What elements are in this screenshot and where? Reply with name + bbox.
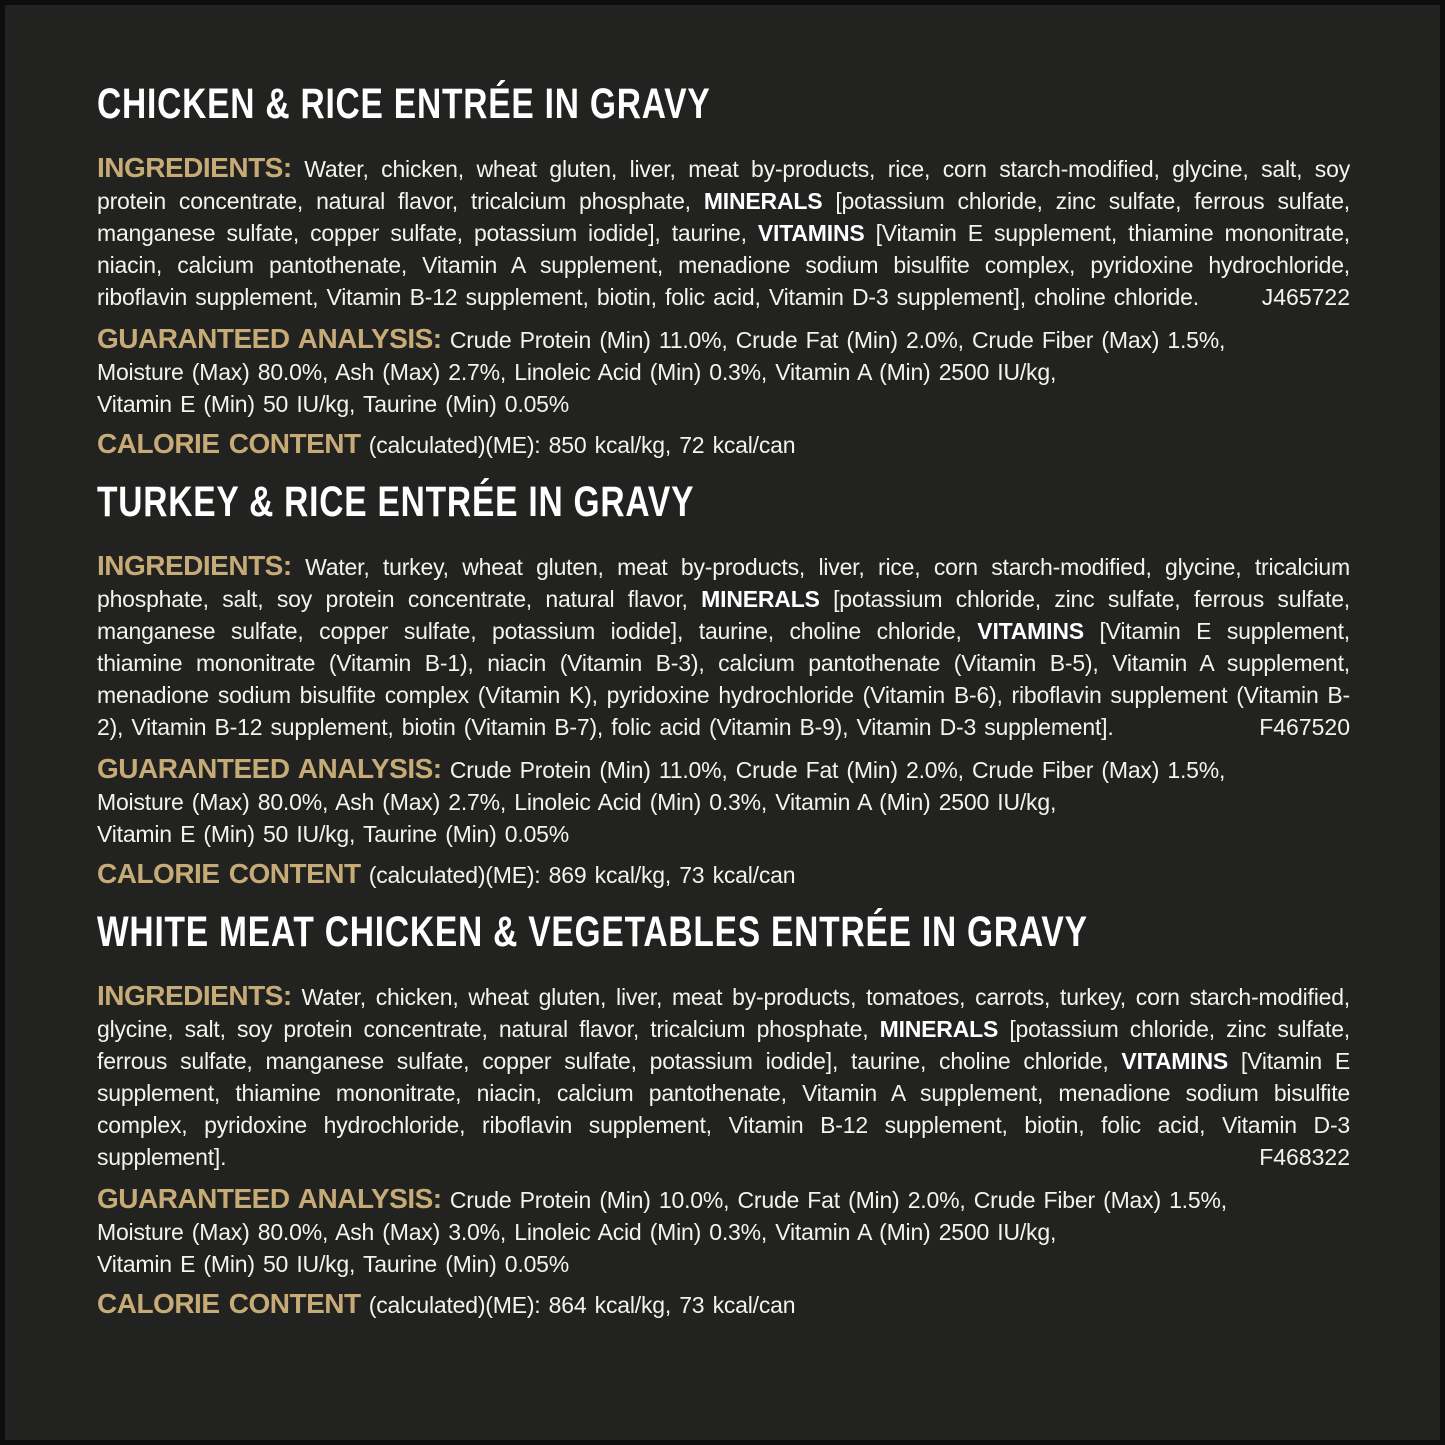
- ingredients-label: INGREDIENTS:: [97, 550, 292, 581]
- guaranteed-analysis-line: [97, 1183, 1350, 1216]
- guaranteed-analysis-label: GUARANTEED ANALYSIS:: [97, 753, 442, 784]
- guaranteed-analysis-line: Moisture (Max) 80.0%, Ash (Max) 2.7%, Linoleic Acid (Min) 0.3%, Vitamin A (Min) 2500 IU/kg,: [97, 359, 1057, 385]
- calorie-content: [97, 428, 1350, 461]
- product-section-white-meat-chicken-vegetables: [97, 908, 1350, 1321]
- ingredients-text: Water, turkey, wheat gluten, meat by-products, liver, rice, corn starch-modified, glycine, tricalcium phosphate, salt, soy protein concentrate, natural flavor, MINERALS [potassium chloride, zinc sulfate, ferrous sulfate, manganese sulfate, copper sulfate, potassium iodide], taurine, choline chloride, VITAMINS [Vitamin E supplement, thiamine mononitrate (Vitamin B-1), niacin (Vitamin B-3), calcium pantothenate (Vitamin B-5), Vitamin A supplement, menadione sodium bisulfite complex (Vitamin K), pyridoxine hydrochloride (Vitamin B-6), riboflavin supplement (Vitamin B-2), Vitamin B-12 supplement, biotin (Vitamin B-7), folic acid (Vitamin B-9), Vitamin D-3 supplement].: [97, 554, 1350, 740]
- guaranteed-analysis-line: Moisture (Max) 80.0%, Ash (Max) 2.7%, Linoleic Acid (Min) 0.3%, Vitamin A (Min) 2500 IU/kg,: [97, 789, 1057, 815]
- calorie-content-text: (calculated)(ME): 864 kcal/kg, 73 kcal/can: [360, 1292, 796, 1318]
- ingredients-paragraph: [97, 152, 1350, 313]
- guaranteed-analysis: [97, 1183, 1350, 1280]
- calorie-content-label: CALORIE CONTENT: [97, 428, 361, 459]
- ingredients-text: Water, chicken, wheat gluten, liver, meat by-products, rice, corn starch-modified, glycine, salt, soy protein concentrate, natural flavor, tricalcium phosphate, MINERALS [potassium chloride, zinc sulfate, ferrous sulfate, manganese sulfate, copper sulfate, potassium iodide], taurine, VITAMINS [Vitamin E supplement, thiamine mononitrate, niacin, calcium pantothenate, Vitamin A supplement, menadione sodium bisulfite complex, pyridoxine hydrochloride, riboflavin supplement, Vitamin B-12 supplement, biotin, folic acid, Vitamin D-3 supplement], choline chloride.: [97, 156, 1351, 310]
- formula-code: F467520: [1259, 714, 1350, 740]
- guaranteed-analysis: [97, 753, 1350, 850]
- calorie-content-text: (calculated)(ME): 869 kcal/kg, 73 kcal/can: [360, 862, 796, 888]
- section-title: TURKEY & RICE ENTRÉE IN GRAVY: [97, 478, 695, 526]
- calorie-content-text: (calculated)(ME): 850 kcal/kg, 72 kcal/can: [360, 432, 796, 458]
- guaranteed-analysis: [97, 323, 1350, 420]
- calorie-content: [97, 1288, 1350, 1321]
- guaranteed-analysis-text: Crude Protein (Min) 10.0%, Crude Fat (Min) 2.0%, Crude Fiber (Max) 1.5%,: [441, 1187, 1227, 1213]
- guaranteed-analysis-line: Vitamin E (Min) 50 IU/kg, Taurine (Min) 0.05%: [97, 1251, 569, 1277]
- ingredients-label: INGREDIENTS:: [97, 980, 292, 1011]
- guaranteed-analysis-label: GUARANTEED ANALYSIS:: [97, 1183, 442, 1214]
- section-title: CHICKEN & RICE ENTRÉE IN GRAVY: [97, 80, 711, 128]
- guaranteed-analysis-line: [97, 753, 1350, 786]
- calorie-content-label: CALORIE CONTENT: [97, 858, 361, 889]
- guaranteed-analysis-line: Vitamin E (Min) 50 IU/kg, Taurine (Min) 0.05%: [97, 391, 569, 417]
- product-section-turkey-rice: [97, 478, 1350, 891]
- guaranteed-analysis-label: GUARANTEED ANALYSIS:: [97, 323, 442, 354]
- guaranteed-analysis-line: Vitamin E (Min) 50 IU/kg, Taurine (Min) 0.05%: [97, 821, 569, 847]
- ingredients-paragraph: [97, 550, 1350, 743]
- guaranteed-analysis-text: Crude Protein (Min) 11.0%, Crude Fat (Min) 2.0%, Crude Fiber (Max) 1.5%,: [441, 327, 1226, 353]
- guaranteed-analysis-line: Moisture (Max) 80.0%, Ash (Max) 3.0%, Linoleic Acid (Min) 0.3%, Vitamin A (Min) 2500 IU/kg,: [97, 1219, 1057, 1245]
- formula-code: F468322: [1259, 1144, 1350, 1170]
- ingredients-text: Water, chicken, wheat gluten, liver, meat by-products, tomatoes, carrots, turkey, corn starch-modified, glycine, salt, soy protein concentrate, natural flavor, tricalcium phosphate, MINERALS [potassium chloride, zinc sulfate, ferrous sulfate, manganese sulfate, copper sulfate, potassium iodide], taurine, choline chloride, VITAMINS [Vitamin E supplement, thiamine mononitrate, niacin, calcium pantothenate, Vitamin A supplement, menadione sodium bisulfite complex, pyridoxine hydrochloride, riboflavin supplement, Vitamin B-12 supplement, biotin, folic acid, Vitamin D-3 supplement].: [97, 984, 1350, 1170]
- formula-code: J465722: [1261, 284, 1350, 310]
- section-title: WHITE MEAT CHICKEN & VEGETABLES ENTRÉE IN GRAVY: [97, 908, 1088, 956]
- calorie-content-label: CALORIE CONTENT: [97, 1288, 361, 1319]
- ingredients-paragraph: [97, 980, 1350, 1173]
- product-section-chicken-rice: [97, 80, 1351, 461]
- guaranteed-analysis-line: [97, 323, 1350, 356]
- guaranteed-analysis-text: Crude Protein (Min) 11.0%, Crude Fat (Min) 2.0%, Crude Fiber (Max) 1.5%,: [441, 757, 1226, 783]
- calorie-content: [97, 858, 1350, 891]
- ingredients-label: INGREDIENTS:: [97, 152, 292, 183]
